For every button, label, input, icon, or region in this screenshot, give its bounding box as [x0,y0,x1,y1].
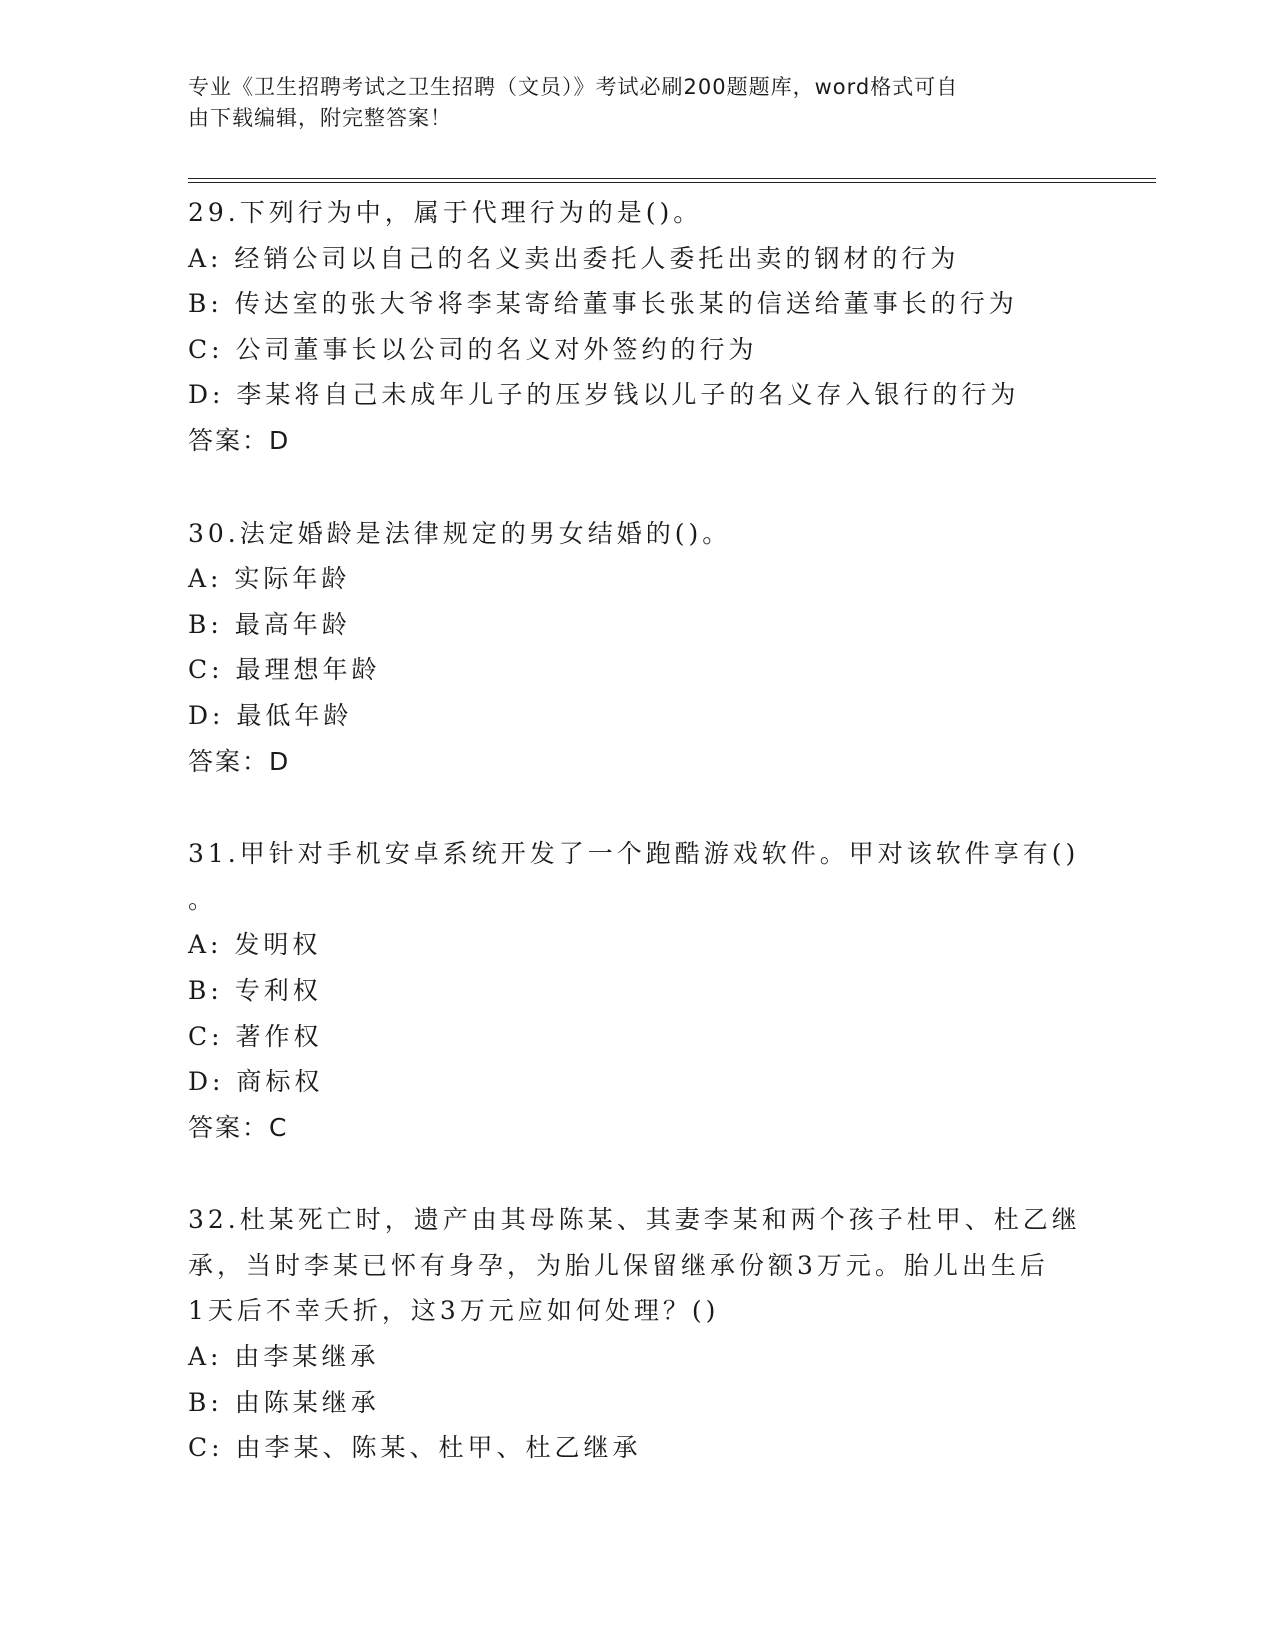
answer-label: 答案：C [188,1112,289,1142]
option-b: B: 专利权 [188,975,322,1005]
answer-label: 答案：D [188,746,291,776]
option-d: D: 最低年龄 [188,700,353,730]
option-b: B: 由陈某继承 [188,1387,380,1417]
question-stem-line-2: 承，当时李某已怀有身孕，为胎儿保留继承份额3万元。胎儿出生后 [188,1250,1049,1280]
option-c: C: 由李某、陈某、杜甲、杜乙继承 [188,1433,642,1463]
question-stem-line-3: 1天后不幸夭折，这3万元应如何处理？() [188,1296,720,1326]
option-a: A: 实际年龄 [188,564,351,594]
header-line-2: 由下载编辑，附完整答案！ [188,106,452,130]
question-stem-line-1: 32.杜某死亡时，遗产由其母陈某、其妻李某和两个孩子杜甲、杜乙继 [188,1205,1081,1235]
document-header [188,72,1088,134]
option-d: D: 李某将自己未成年儿子的压岁钱以儿子的名义存入银行的行为 [188,380,1020,410]
question-29 [188,190,1088,464]
option-c: C: 最理想年龄 [188,655,381,685]
option-d: D: 商标权 [188,1067,324,1097]
header-line-1: 专业《卫生招聘考试之卫生招聘（文员）》考试必刷200题题库，word格式可自 [188,75,959,99]
header-divider [188,178,1156,183]
option-b: B: 最高年龄 [188,609,351,639]
question-stem-line-2: 。 [188,884,218,914]
question-32 [188,1197,1088,1471]
question-stem: 29.下列行为中，属于代理行为的是()。 [188,198,703,227]
option-a: A: 发明权 [188,930,322,960]
question-31 [188,831,1088,1150]
question-30 [188,511,1088,785]
question-list [188,190,1088,1471]
option-c: C: 公司董事长以公司的名义对外签约的行为 [188,334,758,364]
question-stem-line-1: 31.甲针对手机安卓系统开发了一个跑酷游戏软件。甲对该软件享有() [188,839,1080,869]
option-a: A: 经销公司以自己的名义卖出委托人委托出卖的钢材的行为 [188,243,960,273]
answer-label: 答案：D [188,425,291,455]
option-b: B: 传达室的张大爷将李某寄给董事长张某的信送给董事长的行为 [188,289,1018,319]
question-stem: 30.法定婚龄是法律规定的男女结婚的()。 [188,518,732,548]
option-c: C: 著作权 [188,1021,323,1051]
option-a: A: 由李某继承 [188,1342,380,1372]
